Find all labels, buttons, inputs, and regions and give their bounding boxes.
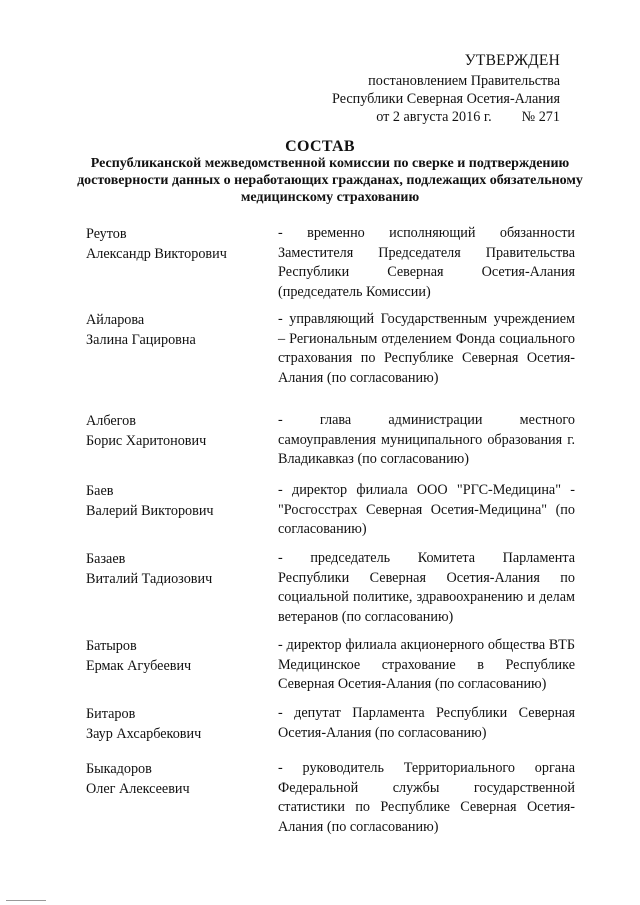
approval-date: от 2 августа 2016 г. <box>376 109 492 125</box>
member-role: - директор филиала акционерного общества ВТБ Медицинское страхование в Республике Северная Осетия-Алания (по согласованию) <box>278 637 575 692</box>
approval-republic: Республики Северная Осетия-Алания <box>331 91 560 107</box>
document-subtitle: Республиканской межведомственной комиссии по сверке и подтверждению достоверности данных о неработающих гражданах, подлежащих обязательному медицинскому страхованию <box>77 156 583 205</box>
member-name <box>86 636 266 676</box>
member-name <box>86 310 266 350</box>
member-surname: Реутов <box>86 226 127 242</box>
approval-block <box>332 52 560 126</box>
members-list <box>86 224 586 845</box>
member-given-name: Олег Алексеевич <box>86 781 190 797</box>
member-name <box>86 481 266 521</box>
member-entry <box>86 636 586 704</box>
approval-date-line <box>332 108 560 126</box>
page-footer-line <box>6 900 46 901</box>
member-name <box>86 759 266 799</box>
member-name <box>86 411 266 451</box>
member-given-name: Заур Ахсарбекович <box>86 726 202 742</box>
member-role: - управляющий Государственным учреждением – Региональным отделением Фонда социального страхования по Республике Северная Осетия-Алания (по согласованию) <box>278 311 575 386</box>
member-role: - руководитель Территориального органа Федеральной службы государственной статистики по Республике Северная Осетия-Алания (по согласованию) <box>278 760 575 835</box>
member-role: - временно исполняющий обязанности Заместителя Председателя Правительства Республики Северная Осетия-Алания (председатель Комиссии) <box>278 225 575 300</box>
member-given-name: Борис Харитонович <box>86 433 207 449</box>
member-surname: Баев <box>86 483 114 499</box>
member-name <box>86 224 266 264</box>
member-surname: Айларова <box>86 312 145 328</box>
member-entry <box>86 704 586 759</box>
member-entry <box>86 224 586 310</box>
member-given-name: Залина Гацировна <box>86 332 196 348</box>
member-entry <box>86 759 586 845</box>
member-role: - директор филиала ООО "РГС-Медицина" - "Росгосстрах Северная Осетия-Медицина" (по согласованию) <box>278 482 575 537</box>
member-given-name: Ермак Агубеевич <box>86 658 192 674</box>
approval-decree: постановлением Правительства <box>368 73 560 89</box>
member-entry <box>86 549 586 636</box>
member-surname: Битаров <box>86 706 136 722</box>
member-surname: Албегов <box>86 413 136 429</box>
member-surname: Батыров <box>86 638 137 654</box>
member-name <box>86 549 266 589</box>
member-given-name: Александр Викторович <box>86 246 227 262</box>
member-role: - председатель Комитета Парламента Республики Северная Осетия-Алания по социальной политике, здравоохранению и делам ветеранов (по согласованию) <box>278 550 575 625</box>
member-entry <box>86 310 586 411</box>
member-name <box>86 704 266 744</box>
approval-stamp: УТВЕРЖДЕН <box>464 52 560 69</box>
member-given-name: Валерий Викторович <box>86 503 214 519</box>
document-title: СОСТАВ <box>285 138 355 155</box>
approval-number: № 271 <box>521 109 560 125</box>
member-surname: Базаев <box>86 551 126 567</box>
member-surname: Быкадоров <box>86 761 152 777</box>
member-given-name: Виталий Тадиозович <box>86 571 213 587</box>
member-entry <box>86 411 586 481</box>
member-role: - глава администрации местного самоуправления муниципального образования г. Владикавказ (по согласованию) <box>278 412 575 467</box>
member-entry <box>86 481 586 549</box>
member-role: - депутат Парламента Республики Северная Осетия-Алания (по согласованию) <box>278 705 575 741</box>
